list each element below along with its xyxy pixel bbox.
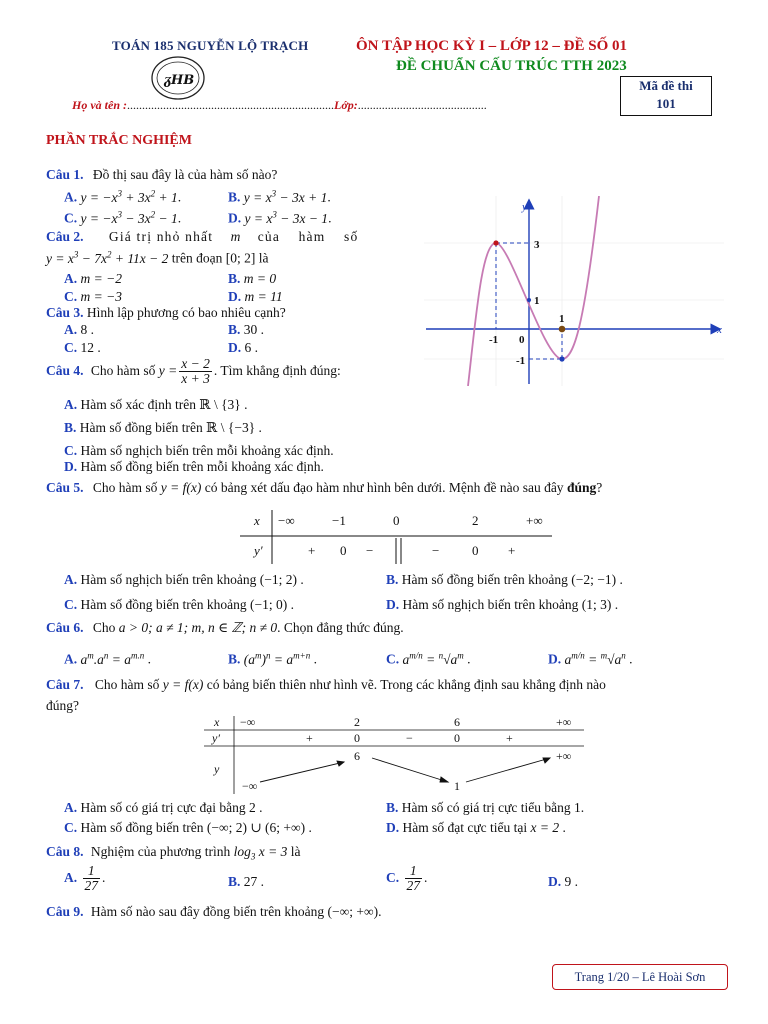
q4-option-c[interactable]: C. Hàm số nghịch biến trên mỗi khoảng xác định. <box>64 443 334 458</box>
q6-option-a[interactable]: A. $a^m.a^n = a^{m.n}$ . <box>64 650 151 667</box>
svg-text:+∞: +∞ <box>526 513 543 528</box>
svg-text:6: 6 <box>354 749 360 763</box>
class-label: Lớp: <box>334 98 358 112</box>
svg-text:0: 0 <box>393 513 400 528</box>
q1-option-b[interactable]: B. $y = x^3 - 3x + 1$. <box>228 188 331 205</box>
q4-option-b[interactable]: B. Hàm số đồng biến trên ℝ \ {−3} . <box>64 420 262 435</box>
sign-table <box>240 508 552 566</box>
q5-bold: đúng <box>566 480 597 495</box>
q7-text3: đúng? <box>46 698 79 713</box>
exam-subtitle: ĐỀ CHUẨN CẤU TRÚC TTH 2023 <box>396 58 627 74</box>
svg-text:0: 0 <box>354 731 360 745</box>
class-dots: ........................................... <box>357 98 487 112</box>
question-8: Câu 8. Nghiệm của phương trình $\log_3 x = 3$ là <box>46 844 301 862</box>
q2-text3: trên đoạn <box>171 250 223 266</box>
q3-option-d[interactable]: D. 6 . <box>228 340 258 355</box>
root-point <box>559 326 566 333</box>
q6-text2: . Chọn đẳng thức đúng. <box>277 620 404 635</box>
q1-option-a[interactable]: A. $y = -x^3 + 3x^2 + 1$. <box>64 188 182 205</box>
q7-option-c[interactable]: C. Hàm số đồng biến trên (−∞; 2) ∪ (6; +∞) . <box>64 820 312 835</box>
svg-text:−∞: −∞ <box>242 779 258 793</box>
footer-text: Trang 1/20 – Lê Hoài Sơn <box>574 970 706 984</box>
q2-option-b[interactable]: B. m = 0 <box>228 271 277 286</box>
q7-text2: có bảng biến thiên như hình vẽ. Trong các khẳng định sau khẳng định nào <box>206 677 606 692</box>
question-6: Câu 6. Cho a > 0; a ≠ 1; m, n ∈ ℤ; n ≠ 0. Chọn đẳng thức đúng. <box>46 620 404 635</box>
question-3 <box>46 305 286 321</box>
svg-text:y′: y′ <box>254 543 263 558</box>
q6-text: Cho <box>92 620 116 635</box>
q2-text4: là <box>258 250 269 266</box>
logo <box>150 55 206 101</box>
svg-text:+: + <box>508 543 516 558</box>
svg-text:y: y <box>214 762 220 776</box>
school-name: TOÁN 185 NGUYỄN LỘ TRẠCH <box>112 38 309 53</box>
q8-option-c[interactable]: C. $\frac{1}{27}$ . <box>386 863 428 894</box>
q2-label: Câu 2. <box>46 229 84 244</box>
q5-label: Câu 5. <box>46 480 84 495</box>
q7-option-b[interactable]: B. Hàm số có giá trị cực tiểu bằng 1. <box>386 800 585 815</box>
question-7-line2 <box>46 698 79 714</box>
svg-text:−1: −1 <box>332 513 346 528</box>
intercept-point <box>527 298 531 302</box>
q5-option-c[interactable]: C. Hàm số đồng biến trên khoảng (−1; 0) . <box>64 597 294 612</box>
min-point <box>559 356 564 361</box>
q7-option-d[interactable]: D. Hàm số đạt cực tiểu tại x = 2 . <box>386 820 566 835</box>
svg-text:x: x <box>254 513 260 528</box>
q1-option-d[interactable]: D. $y = x^3 - 3x - 1$. <box>228 209 332 226</box>
exam-code-value: 101 <box>656 96 676 111</box>
question-7: Câu 7. Cho hàm số y = f(x) có bảng biến thiên như hình vẽ. Trong các khẳng định sau khẳng định nào <box>46 677 606 692</box>
svg-text:6: 6 <box>454 715 460 729</box>
q2-option-d[interactable]: D. m = 11 <box>228 289 283 304</box>
svg-text:−: − <box>432 543 440 558</box>
y-axis-label: y <box>522 201 527 213</box>
cubic-curve <box>468 196 599 386</box>
svg-text:2: 2 <box>354 715 360 729</box>
name-label: Họ và tên : <box>72 98 127 112</box>
tick-y-1: 1 <box>534 295 540 307</box>
q7-label: Câu 7. <box>46 677 84 692</box>
question-1 <box>46 167 277 183</box>
svg-text:−: − <box>366 543 374 558</box>
q1-option-c[interactable]: C. $y = -x^3 - 3x^2 - 1$. <box>64 209 182 226</box>
q3-option-b[interactable]: B. 30 . <box>228 322 265 337</box>
q8-option-a[interactable]: A. $\frac{1}{27}$ . <box>64 863 106 894</box>
x-axis-label: x <box>717 324 722 336</box>
svg-text:−∞: −∞ <box>278 513 295 528</box>
tick-origin: 0 <box>519 334 525 346</box>
q6-option-d[interactable]: D. $a^{m/n} = ^m√a^n$ . <box>548 650 633 667</box>
q7-option-a[interactable]: A. Hàm số có giá trị cực đại bằng 2 . <box>64 800 263 815</box>
svg-text:0: 0 <box>340 543 347 558</box>
exam-code-box <box>620 76 712 116</box>
q1-label: Câu 1. <box>46 167 84 182</box>
svg-text:+: + <box>308 543 316 558</box>
svg-text:1: 1 <box>454 779 460 793</box>
svg-text:−: − <box>406 731 413 745</box>
q9-label: Câu 9. <box>46 904 84 919</box>
svg-text:HB: HB <box>171 73 195 88</box>
q4-text: Cho hàm số <box>90 362 156 378</box>
q5-option-b[interactable]: B. Hàm số đồng biến trên khoảng (−2; −1) . <box>386 572 623 587</box>
exam-code-label: Mã đề thi <box>639 78 693 93</box>
question-4: Câu 4. Cho hàm số y = $\frac{x - 2}{x + 3}$ . Tìm khẳng định đúng: <box>46 356 341 387</box>
q8-option-b[interactable]: B. 27 . <box>228 874 265 889</box>
svg-text:0: 0 <box>454 731 460 745</box>
q5-text2: có bảng xét dấu đạo hàm như hình bên dưới. Mệnh đề nào sau đây <box>204 480 564 495</box>
q3-label: Câu 3. <box>46 305 84 320</box>
tick-x-1: 1 <box>559 313 565 325</box>
svg-text:0: 0 <box>472 543 479 558</box>
svg-text:+∞: +∞ <box>556 749 572 763</box>
q4-label: Câu 4. <box>46 362 84 378</box>
question-9: Câu 9. Hàm số nào sau đây đồng biến trên khoảng (−∞; +∞). <box>46 904 382 919</box>
q2-text2: của hàm số <box>257 229 359 244</box>
svg-text:+∞: +∞ <box>556 715 572 729</box>
question-2: Câu 2. Giá trị nhỏ nhất m của hàm số <box>46 229 359 244</box>
q2-text: Giá trị nhỏ nhất <box>108 229 214 244</box>
section-title: PHẦN TRẮC NGHIỆM <box>46 133 192 148</box>
svg-text:+: + <box>506 731 513 745</box>
q4-option-a[interactable]: A. Hàm số xác định trên ℝ \ {3} . <box>64 397 248 412</box>
svg-text:x: x <box>214 715 220 729</box>
q6-label: Câu 6. <box>46 620 84 635</box>
q2-option-c[interactable]: C. m = −3 <box>64 289 122 304</box>
svg-text:2: 2 <box>472 513 479 528</box>
q3-text: Hình lập phương có bao nhiêu cạnh? <box>86 305 286 320</box>
q8-text: Nghiệm của phương trình <box>90 844 231 859</box>
q5-option-d[interactable]: D. Hàm số nghịch biến trên khoảng (1; 3) . <box>386 597 619 612</box>
page-footer <box>552 964 728 990</box>
q6-option-c[interactable]: C. $a^{m/n} = ^n√a^m$ . <box>386 650 471 667</box>
question-2-line2: $y = x^3 - 7x^2 + 11x - 2$ trên đoạn [0; 2] là <box>46 249 269 266</box>
q8-option-d[interactable]: D. 9 . <box>548 874 578 889</box>
tick-y-3: 3 <box>534 239 540 251</box>
variation-table <box>204 714 584 796</box>
max-point <box>493 240 498 245</box>
q8-text2: là <box>290 844 301 859</box>
tick-y-neg1: -1 <box>516 355 526 367</box>
exam-title: ÔN TẬP HỌC KỲ I – LỚP 12 – ĐỀ SỐ 01 <box>356 38 628 54</box>
svg-text:+: + <box>306 731 313 745</box>
q3-option-c[interactable]: C. 12 . <box>64 340 101 355</box>
function-graph <box>424 196 724 386</box>
name-dots: ..................................................................... <box>127 98 334 112</box>
q5-text: Cho hàm số <box>92 480 158 495</box>
svg-text:ᵹ: ᵹ <box>164 70 172 88</box>
svg-text:−∞: −∞ <box>240 715 256 729</box>
q2-option-a[interactable]: A. m = −2 <box>64 271 122 286</box>
q5-option-a[interactable]: A. Hàm số nghịch biến trên khoảng (−1; 2) . <box>64 572 304 587</box>
q4-text2: . Tìm khẳng định đúng: <box>213 362 341 378</box>
tick-x-neg1: -1 <box>489 334 499 346</box>
q4-option-d[interactable]: D. Hàm số đồng biến trên mỗi khoảng xác định. <box>64 459 324 474</box>
svg-text:y′: y′ <box>212 731 220 745</box>
q7-text: Cho hàm số <box>94 677 160 692</box>
question-5: Câu 5. Cho hàm số y = f(x) có bảng xét dấu đạo hàm như hình bên dưới. Mệnh đề nào sau đây đúng? <box>46 480 603 495</box>
q3-option-a[interactable]: A. 8 . <box>64 322 94 337</box>
q1-text: Đồ thị sau đây là của hàm số nào? <box>92 167 278 182</box>
name-line <box>72 98 487 113</box>
q9-text: Hàm số nào sau đây đồng biến trên khoảng <box>90 904 325 919</box>
q8-label: Câu 8. <box>46 844 84 859</box>
q6-option-b[interactable]: B. $(a^m)^n = a^{m+n}$ . <box>228 650 317 667</box>
